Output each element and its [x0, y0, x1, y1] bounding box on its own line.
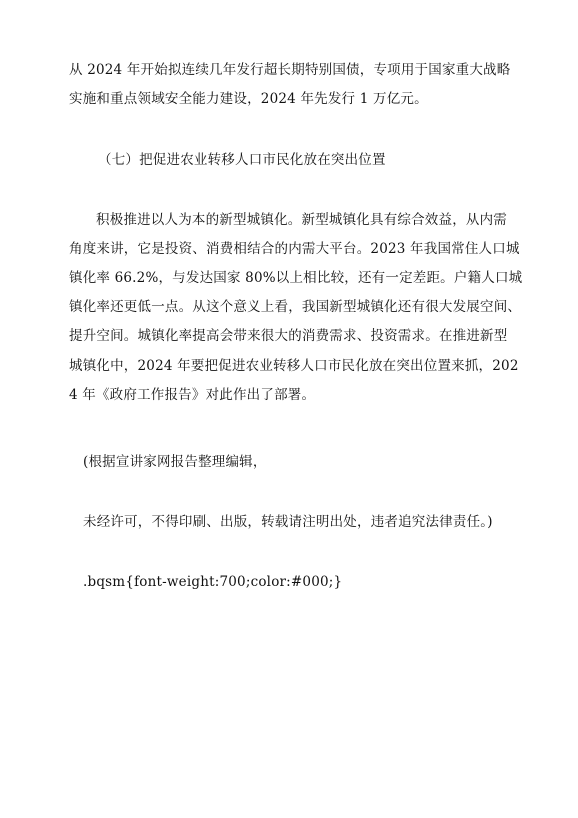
css-code-text: .bqsm{font-weight:700;color:#000;} — [83, 574, 343, 590]
paragraph-2-line-3: 镇化率 66.2%，与发达国家 80%以上相比较，还有一定差距。户籍人口城 — [69, 270, 523, 286]
paragraph-1-line-1: 从 2024 年开始拟连续几年发行超长期特别国债，专项用于国家重大战略 — [69, 62, 511, 78]
paragraph-2-line-4: 镇化率还更低一点。从这个意义上看，我国新型城镇化还有很大发展空间、 — [69, 299, 522, 315]
section-heading: （七）把促进农业转移人口市民化放在突出位置 — [98, 152, 386, 168]
paragraph-2-line-2: 角度来讲，它是投资、消费相结合的内需大平台。2023 年我国常住人口城 — [69, 241, 520, 257]
paragraph-2-line-5: 提升空间。城镇化率提高会带来很大的消费需求、投资需求。在推进新型 — [69, 328, 508, 344]
paragraph-2-line-1: 积极推进以人为本的新型城镇化。新型城镇化具有综合效益，从内需 — [96, 212, 507, 228]
paragraph-2-line-6: 城镇化中，2024 年要把促进农业转移人口市民化放在突出位置来抓，202 — [69, 358, 519, 374]
paragraph-2-line-7: 4 年《政府工作报告》对此作出了部署。 — [69, 387, 316, 403]
copyright-note: 未经许可，不得印刷、出版，转载请注明出处，违者追究法律责任。) — [83, 514, 493, 530]
paragraph-1-line-2: 实施和重点领域安全能力建设，2024 年先发行 1 万亿元。 — [69, 91, 428, 107]
source-note: (根据宣讲家网报告整理编辑， — [83, 454, 267, 470]
